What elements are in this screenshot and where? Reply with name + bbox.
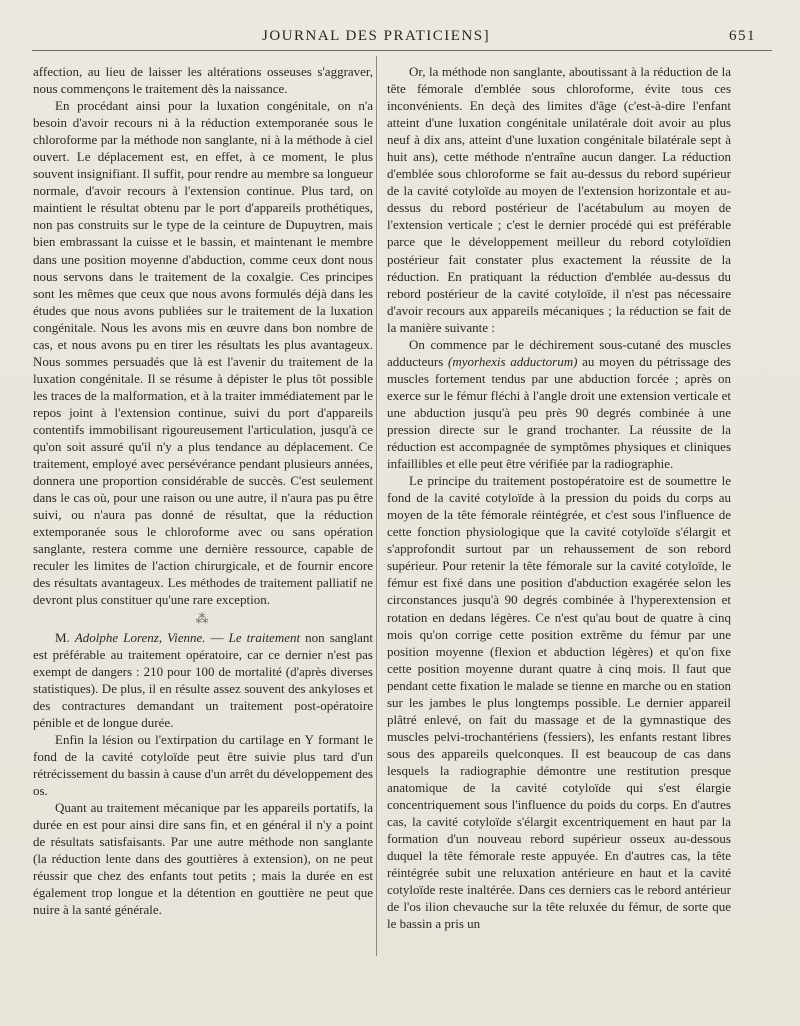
- author-prefix: M.: [55, 629, 75, 645]
- section-separator: ⁂: [195, 610, 211, 626]
- author-quote: Le traitement: [228, 629, 301, 645]
- paragraph: En procédant ainsi pour la luxation congénitale, on n'a besoin d'avoir recours ni à la réduction extemporanée sous le chloroforme par la méthode non sanglante, ni à la méthode à ciel ouvert. Le déplacement est, en effet, à ce moment, le plus souvent insignifiant. Il suffit, pour rendre au membre sa longueur normale, d'avoir recours à l'extension continue. Plus tard, on maintient le résultat obtenu par le port d'appareils prothétiques, non pas construits sur le type de la ceinture de Dupuytren, mais bien embrassant la cuisse et le bassin, et maintenant le membre dans une position moyenne d'abduction, comme ceux dont nous nous servons dans le traitement de la coxalgie. Ces principes sont les mêmes que ceux que nous avons formulés déjà dans les études que nous avons publiées sur le traitement de la luxation congénitale. Nous les avons mis en œuvre dans bon nombre de cas, et nous avons pu en tirer les résultats les plus avantageux. Nous sommes persuadés que là est l'avenir du traitement de la luxation congénitale. Il se résume à dépister le plus tôt possible les traces de la malformation, et à la traiter immédiatement par le repos joint à l'extension continue, suivi du port d'appareils contentifs immobilisant rigoureusement l'articulation, jusqu'à ce qu'on soit assuré qu'il n'y a plus tendance au déplacement. Ce traitement, employé avec persévérance pendant plusieurs années, donnera une proportion considérable de succès. C'est seulement dans le cas où, pour une raison ou une autre, il n'aura pas pu être suivi, ou n'aura pas donné de résultat, que la réduction extemporanée sous le chloroforme avec ou sans opération sanglante, restera comme une dernière ressource, capable de reculer les limites de l'action chirurgicale, et de fournir encore des résultats avantageux. Les méthodes de traitement palliatif ne devront plus constituer qu'une rare exception.: [33, 98, 373, 608]
- left-column: [33, 63, 373, 918]
- header-rule: [32, 50, 772, 51]
- paragraph: Quant au traitement mécanique par les appareils portatifs, la durée en est pour ainsi dire sans fin, et en général il n'y a point de résultats satisfaisants. Par une autre méthode non sanglante (la réduction lente dans des gouttières à extension), on ne peut réussir que chez des enfants tout petits ; mais la durée en est également trop longue et la détention en gouttière ne peut que nuire à la santé générale.: [33, 799, 373, 918]
- right-column: [387, 63, 731, 932]
- paragraph: Or, la méthode non sanglante, aboutissant à la réduction de la tête fémorale d'emblée sous chloroforme, évite tous ces inconvénients. En deçà des limites d'âge (c'est-à-dire l'enfant atteint d'une luxation congénitale unilatérale doit avoir au plus neuf à dix ans, atteint d'une luxation congénitale bilatérale sept à huit ans), cette méthode n'entraîne aucun danger. La réduction d'emblée sous chloroforme se fait au-dessus du rebord supérieur de la cavité cotyloïde au moyen de l'extension horizontale et au-dessus du rebord postérieur de l'acétabulum au moyen de l'extension verticale ; c'est le dernier procédé qui est préférable parce que le développement meilleur du rebord cotyloïdien postérieur fait constater plus exactement la réussite de la réduction. En pratiquant la réduction d'emblée au-dessus du rebord postérieur de la cavité cotyloïde, il n'est pas nécessaire d'avoir recours aux appareils mécaniques ; la réduction se fait de la manière suivante :: [387, 64, 731, 335]
- paragraph-text: non sanglant est préférable au traitement opératoire, car ce dernier n'est pas exempt de dangers : 210 pour 100 de mortalité (d'après diverses statistiques). De plus, il en résulte assez souvent des ankyloses et des contractures demandant un traitement post-opératoire pénible et de longue durée.: [33, 629, 374, 730]
- paragraph: affection, au lieu de laisser les altérations osseuses s'aggraver, nous commençons le traitement dès la naissance.: [33, 64, 373, 97]
- author-dash: —: [205, 629, 229, 645]
- column-divider: [376, 56, 377, 956]
- paragraph: Enfin la lésion ou l'extirpation du cartilage en Y formant le fond de la cavité cotyloïde peut être suivie plus tard d'un rétrécissement du bassin à cause d'un arrêt du développement des os.: [33, 731, 373, 798]
- page-number: 651: [729, 28, 756, 44]
- paragraph: Le principe du traitement postopératoire est de soumettre le fond de la cavité cotyloïde à la pression du poids du corps au moyen de la tête fémorale réintégrée, et c'est sous l'influence de cette fonction physiologique que la cavité cotyloïde s'élargit et s'approfondit surtout par un rehaussement de son rebord supérieur. Pour retenir la tête fémorale sur la cavité cotyloïde, le fémur est fixé dans une position d'abduction exagérée selon les circonstances jusqu'à 90 degrés combinée à l'hyperextension et rotation en dedans légères. Ce n'est qu'au bout de quatre à cinq mois qu'on corrige cette position extrême du fémur par une position moyenne (flexion et abduction légères) et qu'on fixe cette position moyenne durant quatre à cinq mois. Il faut que pendant cette fixation le malade se tienne en marche ou en station sur les jambes le plus longtemps possible. Le dernier appareil plâtré enlevé, on fait du massage et de la gymnastique des muscles pelvi-trochantériens (fessiers), les enfants restant libres sous des appareils quelconques. Il est beaucoup de cas dans lesquels la radiographie démontre une restitution presque anatomique de la cavité cotyloïde qui s'est élargie concentriquement sous l'influence du poids du corps. En d'autres cas, la cavité cotyloïde s'élargit excentriquement en haut par la formation d'un nouveau rebord supérieur osseux au-dessous duquel la tête fémorale reste appuyée. En d'autres cas, la tête réintégrée subit une reluxation antérieure en haut et la cavité cotyloïde reste inaltérée. Dans ces derniers cas le rebord antérieur de l'os ilion chevauche sur la tête reluxée du fémur, de sorte que le bassin a pris un: [387, 473, 731, 932]
- latin-term: (myorhexis adductorum): [448, 353, 578, 369]
- paragraph-technique: [387, 336, 731, 472]
- running-head: [32, 26, 770, 48]
- paragraph-author-opinion: [33, 629, 373, 731]
- paragraph-text: On commence par le déchirement sous-cutané des muscles adducteurs: [387, 336, 731, 369]
- paragraph-text: au moyen du pétrissage des muscles fortement tendus par une abduction forcée ; après on exerce sur le fémur fléchi à l'angle droit une extension verticale et une abduction jusqu'à peu près 90 degrés combinée à une pression directe sur le grand trochanter. La réussite de la réduction est accompagnée de symptômes physiques et cliniques infaillibles et elle peut être vérifiée par la radiographie.: [387, 353, 731, 472]
- journal-title: JOURNAL DES PRATICIENS]: [262, 28, 491, 44]
- author-name: Adolphe Lorenz, Vienne.: [74, 629, 206, 645]
